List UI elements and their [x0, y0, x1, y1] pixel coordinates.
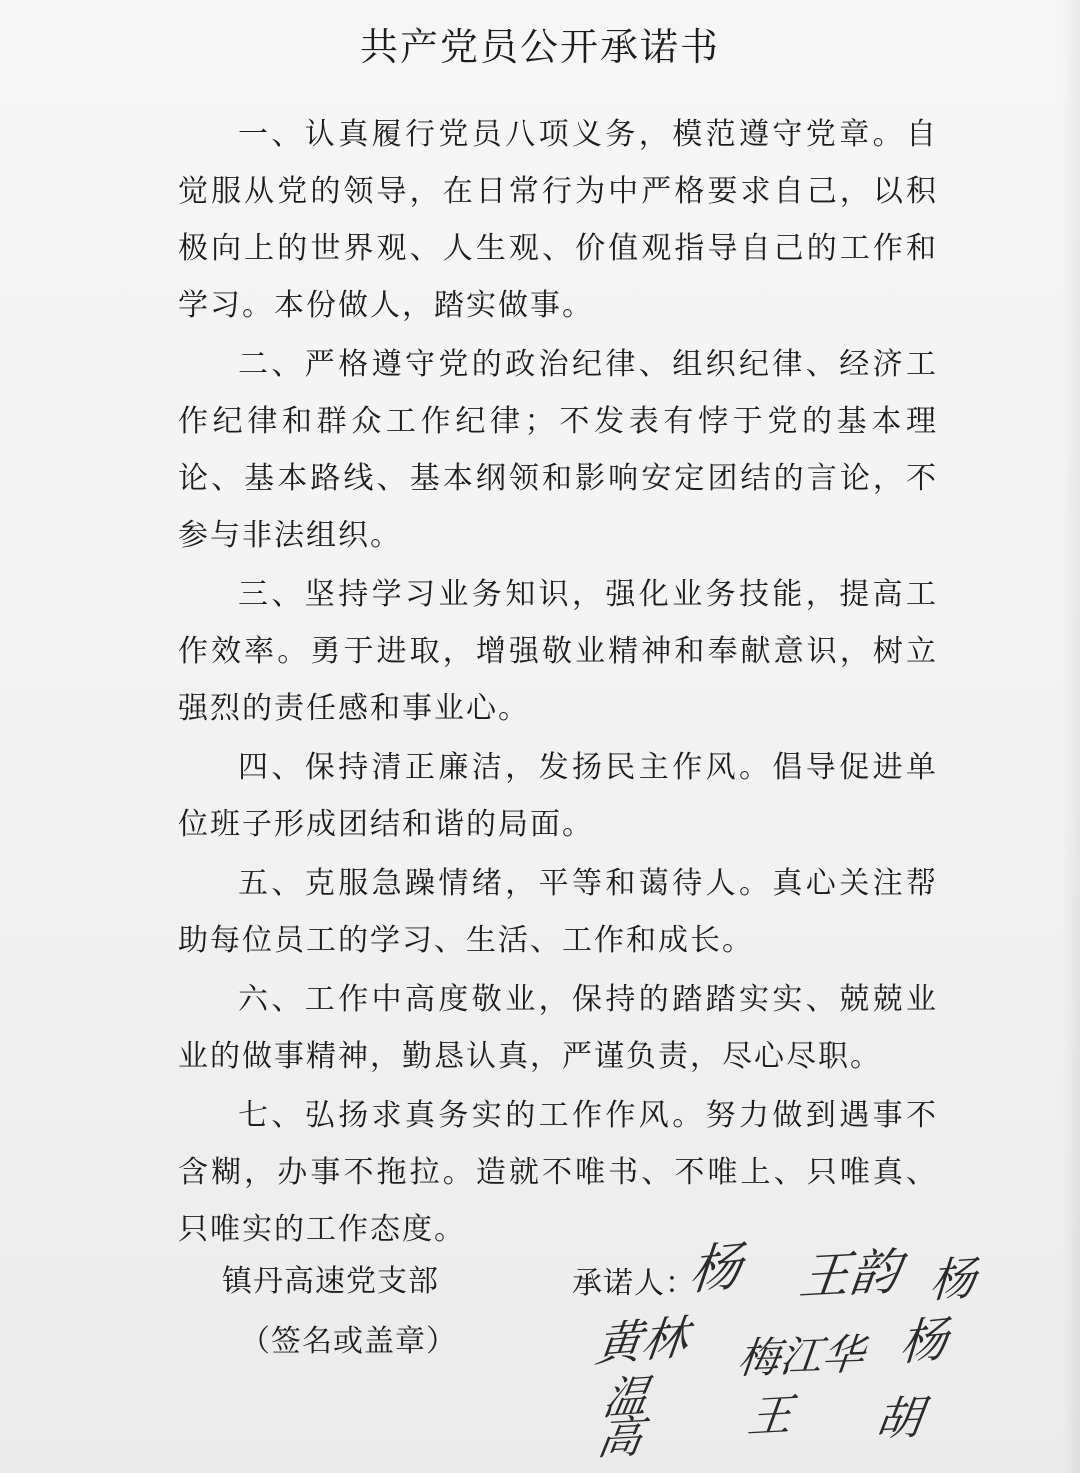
handwritten-signature: 梅江华 [735, 1329, 867, 1384]
handwritten-signature: 王韵 [796, 1242, 904, 1307]
handwritten-signature: 杨 [898, 1310, 950, 1373]
commitment-paragraph-4: 四、保持清正廉洁，发扬民主作风。倡导促进单位班子形成团结和谐的局面。 [178, 750, 938, 842]
handwritten-signature: 杨 [928, 1250, 978, 1309]
document-title: 共产党员公开承诺书 [359, 25, 720, 69]
commitment-paragraph-2: 二、严格遵守党的政治纪律、组织纪律、经济工作纪律和群众工作纪律；不发表有悖于党的基本理论、基本路线、基本纲领和影响安定团结的言论，不参与非法组织。 [178, 347, 938, 553]
commitment-paragraph-7: 七、弘扬求真务实的工作作风。努力做到遇事不含糊，办事不拖拉。造就不唯书、不唯上、只唯真、只唯实的工作态度。 [178, 1098, 938, 1247]
handwritten-signature: 杨 [686, 1236, 745, 1303]
commitment-paragraph-3: 三、坚持学习业务知识，强化业务技能，提高工作效率。勇于进取，增强敬业精神和奉献意识，树立强烈的责任感和事业心。 [178, 577, 938, 726]
handwritten-signature: 王 [744, 1389, 796, 1444]
document-body [178, 106, 938, 1258]
handwritten-signature: 高 [594, 1411, 647, 1466]
handwritten-signature: 温 [599, 1370, 653, 1426]
sign-or-seal-note: （签名或盖章） [240, 1324, 457, 1359]
handwritten-signature: 胡 [872, 1390, 926, 1447]
organization-name: 镇丹高速党支部 [222, 1264, 439, 1299]
commitment-paragraph-6: 六、工作中高度敬业，保持的踏踏实实、兢兢业业的做事精神，勤恳认真，严谨负责，尽心尽职。 [178, 982, 938, 1074]
commitment-paragraph-5: 五、克服急躁情绪，平等和蔼待人。真心关注帮助每位员工的学习、生活、工作和成长。 [178, 866, 938, 958]
page-edge-shadow [1062, 0, 1080, 1473]
promisor-label: 承诺人： [572, 1266, 696, 1301]
handwritten-signature: 黄林 [592, 1309, 692, 1373]
commitment-paragraph-1: 一、认真履行党员八项义务，模范遵守党章。自觉服从党的领导，在日常行为中严格要求自己，以积极向上的世界观、人生观、价值观指导自己的工作和学习。本份做人，踏实做事。 [178, 117, 938, 323]
